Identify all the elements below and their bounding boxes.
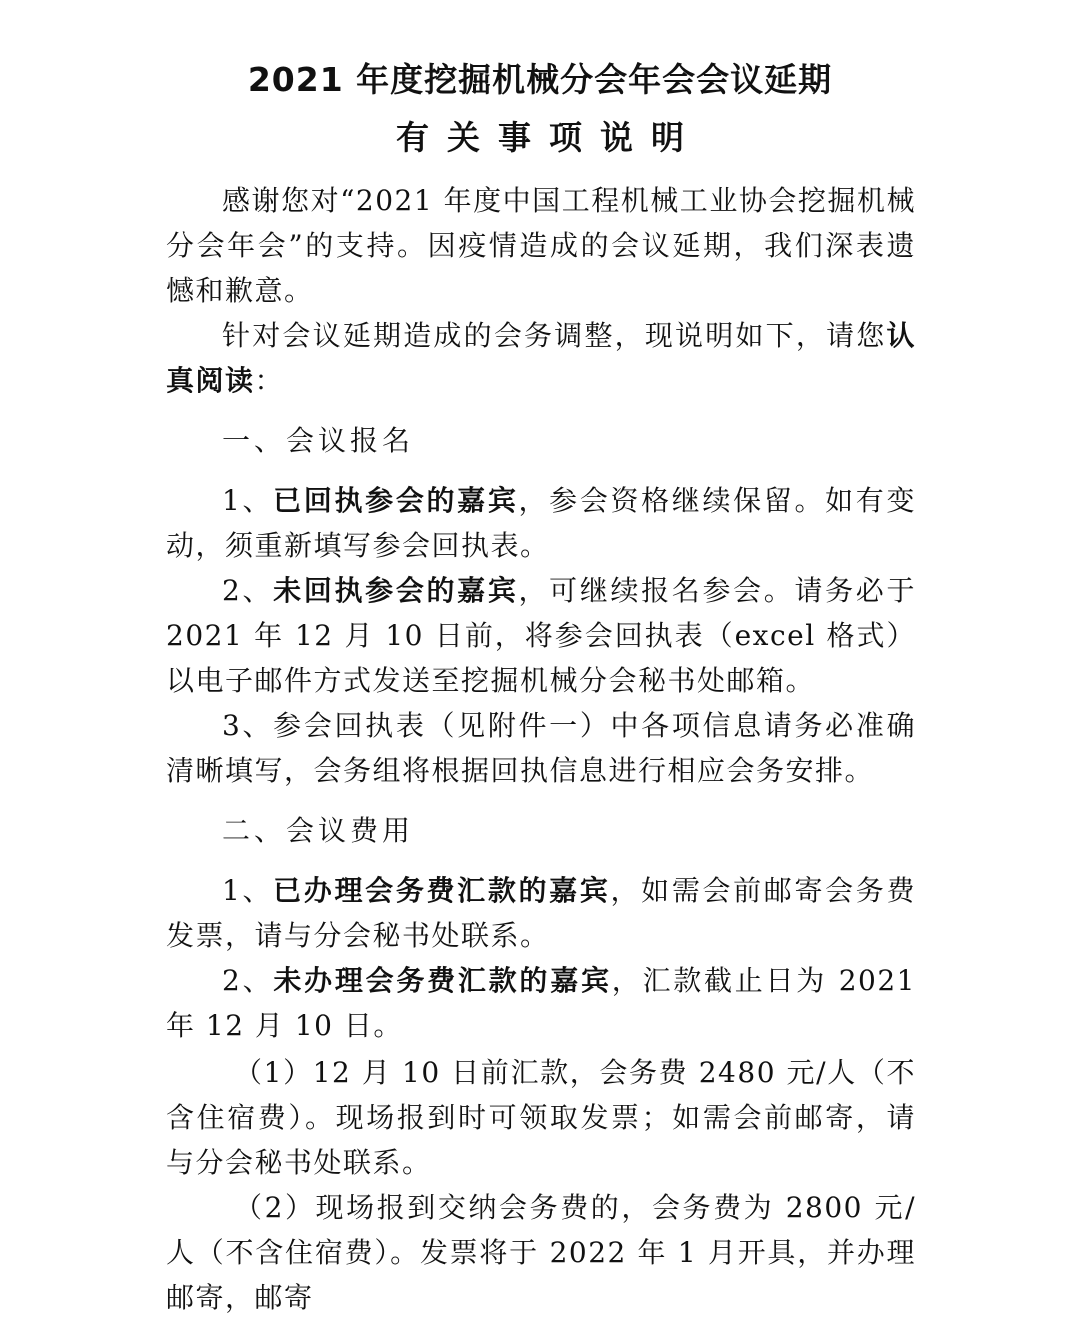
registration-item-2-text: ，可继续报名参会。请务必于 2021 年 12 月 10 日前，将参会回执表（excel 格式）以电子邮件方式发送至挖掘机械分会秘书处邮箱。 [166,574,916,697]
fees-item-1-number: 1、 [222,874,274,907]
fees-item-1-emphasis: 已办理会务费汇款的嘉宾 [273,874,611,907]
intro-instructions-text: 针对会议延期造成的会务调整，现说明如下，请您 [222,319,887,352]
registration-item-2 [166,568,916,703]
intro-instructions-colon: ： [254,364,285,397]
intro-paragraph-thanks: 感谢您对“2021 年度中国工程机械工业协会挖掘机械分会年会”的支持。因疫情造成的会议延期，我们深表遗憾和歉意。 [166,184,916,307]
section-heading-registration: 一、会议报名 [222,424,415,457]
fees-item-2-number: 2、 [222,964,274,997]
fees-subitem-1: （1）12 月 10 日前汇款，会务费 2480 元/人（不含住宿费）。现场报到时可领取发票；如需会前邮寄，请与分会秘书处联系。 [166,1056,916,1179]
registration-item-3: 3、参会回执表（见附件一）中各项信息请务必准确清晰填写，会务组将根据回执信息进行相应会务安排。 [166,709,916,787]
fees-item-2 [166,958,916,1048]
fees-item-1 [166,868,916,958]
fees-item-2-emphasis: 未办理会务费汇款的嘉宾 [273,964,612,997]
registration-item-1-number: 1、 [222,484,274,517]
registration-item-1 [166,478,916,568]
section-heading-fees: 二、会议费用 [222,814,415,847]
registration-item-2-emphasis: 未回执参会的嘉宾 [273,574,519,607]
document-subtitle: 有关事项说明 [396,118,702,157]
document-title: 2021 年度挖掘机械分会年会会议延期 [247,60,833,99]
fees-subitem-2: （2）现场报到交纳会务费的，会务费为 2800 元/人（不含住宿费）。发票将于 2022 年 1 月开具，并办理邮寄，邮寄 [166,1191,916,1314]
registration-item-1-text: ，参会资格继续保留。如有变动，须重新填写参会回执表。 [166,484,916,562]
registration-item-2-number: 2、 [222,574,274,607]
intro-paragraph-instructions [166,313,916,403]
intro-instructions-emphasis: 认真阅读 [166,319,916,397]
fees-item-1-text: ，如需会前邮寄会务费发票，请与分会秘书处联系。 [166,874,916,952]
registration-item-1-emphasis: 已回执参会的嘉宾 [273,484,519,517]
fees-item-2-text: ，汇款截止日为 2021 年 12 月 10 日。 [166,964,916,1042]
